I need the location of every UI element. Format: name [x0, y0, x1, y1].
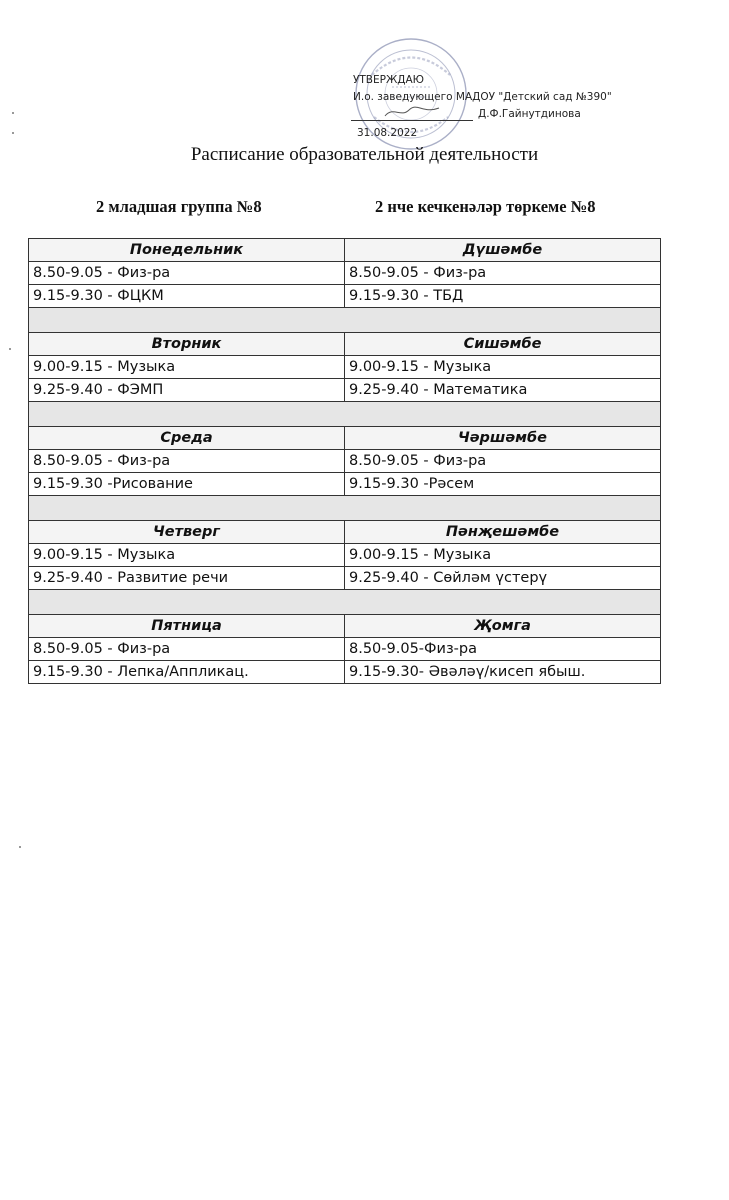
separator-cell — [29, 308, 661, 333]
lesson-ru: 8.50-9.05 - Физ-ра — [29, 638, 345, 661]
scan-speck — [12, 132, 14, 134]
signature-row — [353, 106, 653, 123]
day-name-tt: Пәнҗешәмбе — [345, 521, 661, 544]
approval-heading: УТВЕРЖДАЮ — [353, 74, 425, 86]
lesson-tt: 9.15-9.30- Әвәләү/кисеп ябыш. — [345, 661, 661, 684]
day-name-ru: Вторник — [29, 333, 345, 356]
group-title-tt: 2 нче кечкенәләр төркеме №8 — [375, 197, 596, 216]
scan-speck — [19, 846, 21, 848]
lesson-tt: 8.50-9.05 - Физ-ра — [345, 262, 661, 285]
lesson-tt: 9.15-9.30 - ТБД — [345, 285, 661, 308]
lesson-ru: 9.00-9.15 - Музыка — [29, 544, 345, 567]
group-title-ru: 2 младшая группа №8 — [96, 197, 262, 216]
separator-cell — [29, 496, 661, 521]
lesson-ru: 9.00-9.15 - Музыка — [29, 356, 345, 379]
lesson-row — [29, 450, 661, 473]
lesson-row — [29, 356, 661, 379]
scan-speck — [9, 348, 11, 350]
lesson-ru: 9.15-9.30 - Лепка/Аппликац. — [29, 661, 345, 684]
day-name-ru: Пятница — [29, 615, 345, 638]
day-name-ru: Понедельник — [29, 239, 345, 262]
lesson-row — [29, 638, 661, 661]
day-name-tt: Сишәмбе — [345, 333, 661, 356]
lesson-ru: 9.25-9.40 - Развитие речи — [29, 567, 345, 590]
approval-position: И.о. заведующего МАДОУ "Детский сад №390" — [353, 91, 612, 103]
lesson-tt: 9.25-9.40 - Математика — [345, 379, 661, 402]
lesson-tt: 9.15-9.30 -Рәсем — [345, 473, 661, 496]
separator-row — [29, 308, 661, 333]
day-name-tt: Чәршәмбе — [345, 427, 661, 450]
day-header-row — [29, 521, 661, 544]
lesson-row — [29, 661, 661, 684]
approval-date: 31.08.2022 — [357, 127, 418, 139]
lesson-row — [29, 262, 661, 285]
lesson-row — [29, 473, 661, 496]
day-name-ru: Четверг — [29, 521, 345, 544]
day-header-row — [29, 615, 661, 638]
day-name-tt: Җомга — [345, 615, 661, 638]
day-header-row — [29, 333, 661, 356]
lesson-row — [29, 567, 661, 590]
day-header-row — [29, 427, 661, 450]
approval-block — [353, 72, 653, 142]
lesson-tt: 9.00-9.15 - Музыка — [345, 544, 661, 567]
lesson-tt: 9.00-9.15 - Музыка — [345, 356, 661, 379]
lesson-ru: 9.15-9.30 -Рисование — [29, 473, 345, 496]
lesson-row — [29, 544, 661, 567]
day-name-tt: Дүшәмбе — [345, 239, 661, 262]
signature-line — [351, 120, 473, 121]
schedule-table — [28, 238, 661, 684]
separator-row — [29, 496, 661, 521]
lesson-ru: 9.25-9.40 - ФЭМП — [29, 379, 345, 402]
lesson-ru: 9.15-9.30 - ФЦКМ — [29, 285, 345, 308]
separator-cell — [29, 402, 661, 427]
separator-row — [29, 590, 661, 615]
signature-mark — [383, 104, 443, 120]
page-title: Расписание образовательной деятельности — [190, 144, 539, 165]
separator-row — [29, 402, 661, 427]
lesson-tt: 9.25-9.40 - Сөйләм үстерү — [345, 567, 661, 590]
lesson-ru: 8.50-9.05 - Физ-ра — [29, 262, 345, 285]
separator-cell — [29, 590, 661, 615]
lesson-row — [29, 379, 661, 402]
lesson-row — [29, 285, 661, 308]
lesson-tt: 8.50-9.05 - Физ-ра — [345, 450, 661, 473]
day-name-ru: Среда — [29, 427, 345, 450]
signer-name: Д.Ф.Гайнутдинова — [478, 108, 581, 120]
lesson-tt: 8.50-9.05-Физ-ра — [345, 638, 661, 661]
day-header-row — [29, 239, 661, 262]
scan-speck — [12, 112, 14, 114]
lesson-ru: 8.50-9.05 - Физ-ра — [29, 450, 345, 473]
